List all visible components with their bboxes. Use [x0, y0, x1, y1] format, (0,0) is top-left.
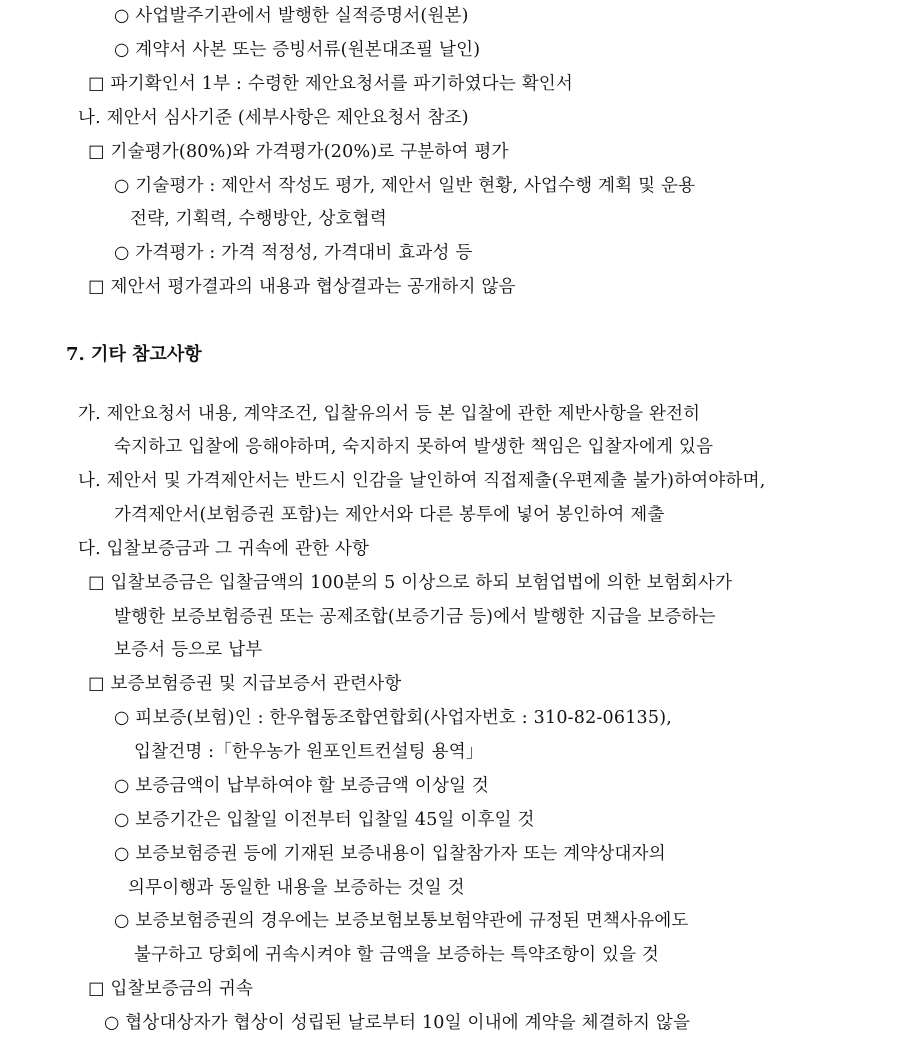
text-line: 의무이행과 동일한 내용을 보증하는 것일 것	[128, 878, 465, 898]
text-line: 전략, 기획력, 수행방안, 상호협력	[130, 209, 387, 229]
text-line: 나. 제안서 및 가격제안서는 반드시 인감을 날인하여 직접제출(우편제출 불가)하여야하며,	[78, 471, 766, 491]
text-line: 보증서 등으로 납부	[114, 640, 263, 660]
text-line: □ 입찰보증금의 귀속	[88, 979, 254, 999]
text-line: 다. 입찰보증금과 그 귀속에 관한 사항	[78, 539, 370, 559]
text-line: □ 기술평가(80%)와 가격평가(20%)로 구분하여 평가	[88, 142, 509, 162]
text-line: ○ 피보증(보험)인 : 한우협동조합연합회(사업자번호 : 310-82-06135),	[114, 708, 673, 728]
text-line: 가격제안서(보험증권 포함)는 제안서와 다른 봉투에 넣어 봉인하여 제출	[114, 505, 665, 525]
text-line: □ 보증보험증권 및 지급보증서 관련사항	[88, 674, 402, 694]
text-line: ○ 계약서 사본 또는 증빙서류(원본대조필 날인)	[114, 40, 481, 60]
text-line: 입찰건명 :「한우농가 원포인트컨설팅 용역」	[134, 742, 484, 762]
text-line: ○ 협상대상자가 협상이 성립된 날로부터 10일 이내에 계약을 체결하지 않을	[104, 1013, 691, 1033]
text-line: ○ 보증금액이 납부하여야 할 보증금액 이상일 것	[114, 776, 490, 796]
text-line: ○ 보증기간은 입찰일 이전부터 입찰일 45일 이후일 것	[114, 810, 535, 830]
text-line: 숙지하고 입찰에 응해야하며, 숙지하지 못하여 발생한 책임은 입찰자에게 있음	[114, 437, 714, 457]
text-line: ○ 보증보험증권 등에 기재된 보증내용이 입찰참가자 또는 계약상대자의	[114, 844, 666, 864]
text-line: □ 파기확인서 1부 : 수령한 제안요청서를 파기하였다는 확인서	[88, 74, 574, 94]
text-line: ○ 보증보험증권의 경우에는 보증보험보통보험약관에 규정된 면책사유에도	[114, 911, 689, 931]
text-line: 가. 제안요청서 내용, 계약조건, 입찰유의서 등 본 입찰에 관한 제반사항을 완전히	[78, 404, 701, 424]
text-line: ○ 기술평가 : 제안서 작성도 평가, 제안서 일반 현황, 사업수행 계획 및 운용	[114, 176, 696, 196]
text-line: □ 입찰보증금은 입찰금액의 100분의 5 이상으로 하되 보험업법에 의한 보험회사가	[88, 573, 733, 593]
text-line: ○ 사업발주기관에서 발행한 실적증명서(원본)	[114, 6, 469, 26]
text-line: 나. 제안서 심사기준 (세부사항은 제안요청서 참조)	[78, 108, 469, 128]
text-line: □ 제안서 평가결과의 내용과 협상결과는 공개하지 않음	[88, 277, 516, 297]
text-line: 발행한 보증보험증권 또는 공제조합(보증기금 등)에서 발행한 지급을 보증하는	[114, 607, 716, 627]
section-heading: 7. 기타 참고사항	[66, 344, 202, 365]
text-line: 불구하고 당회에 귀속시켜야 할 금액을 보증하는 특약조항이 있을 것	[134, 945, 660, 965]
text-line: ○ 가격평가 : 가격 적정성, 가격대비 효과성 등	[114, 243, 473, 263]
